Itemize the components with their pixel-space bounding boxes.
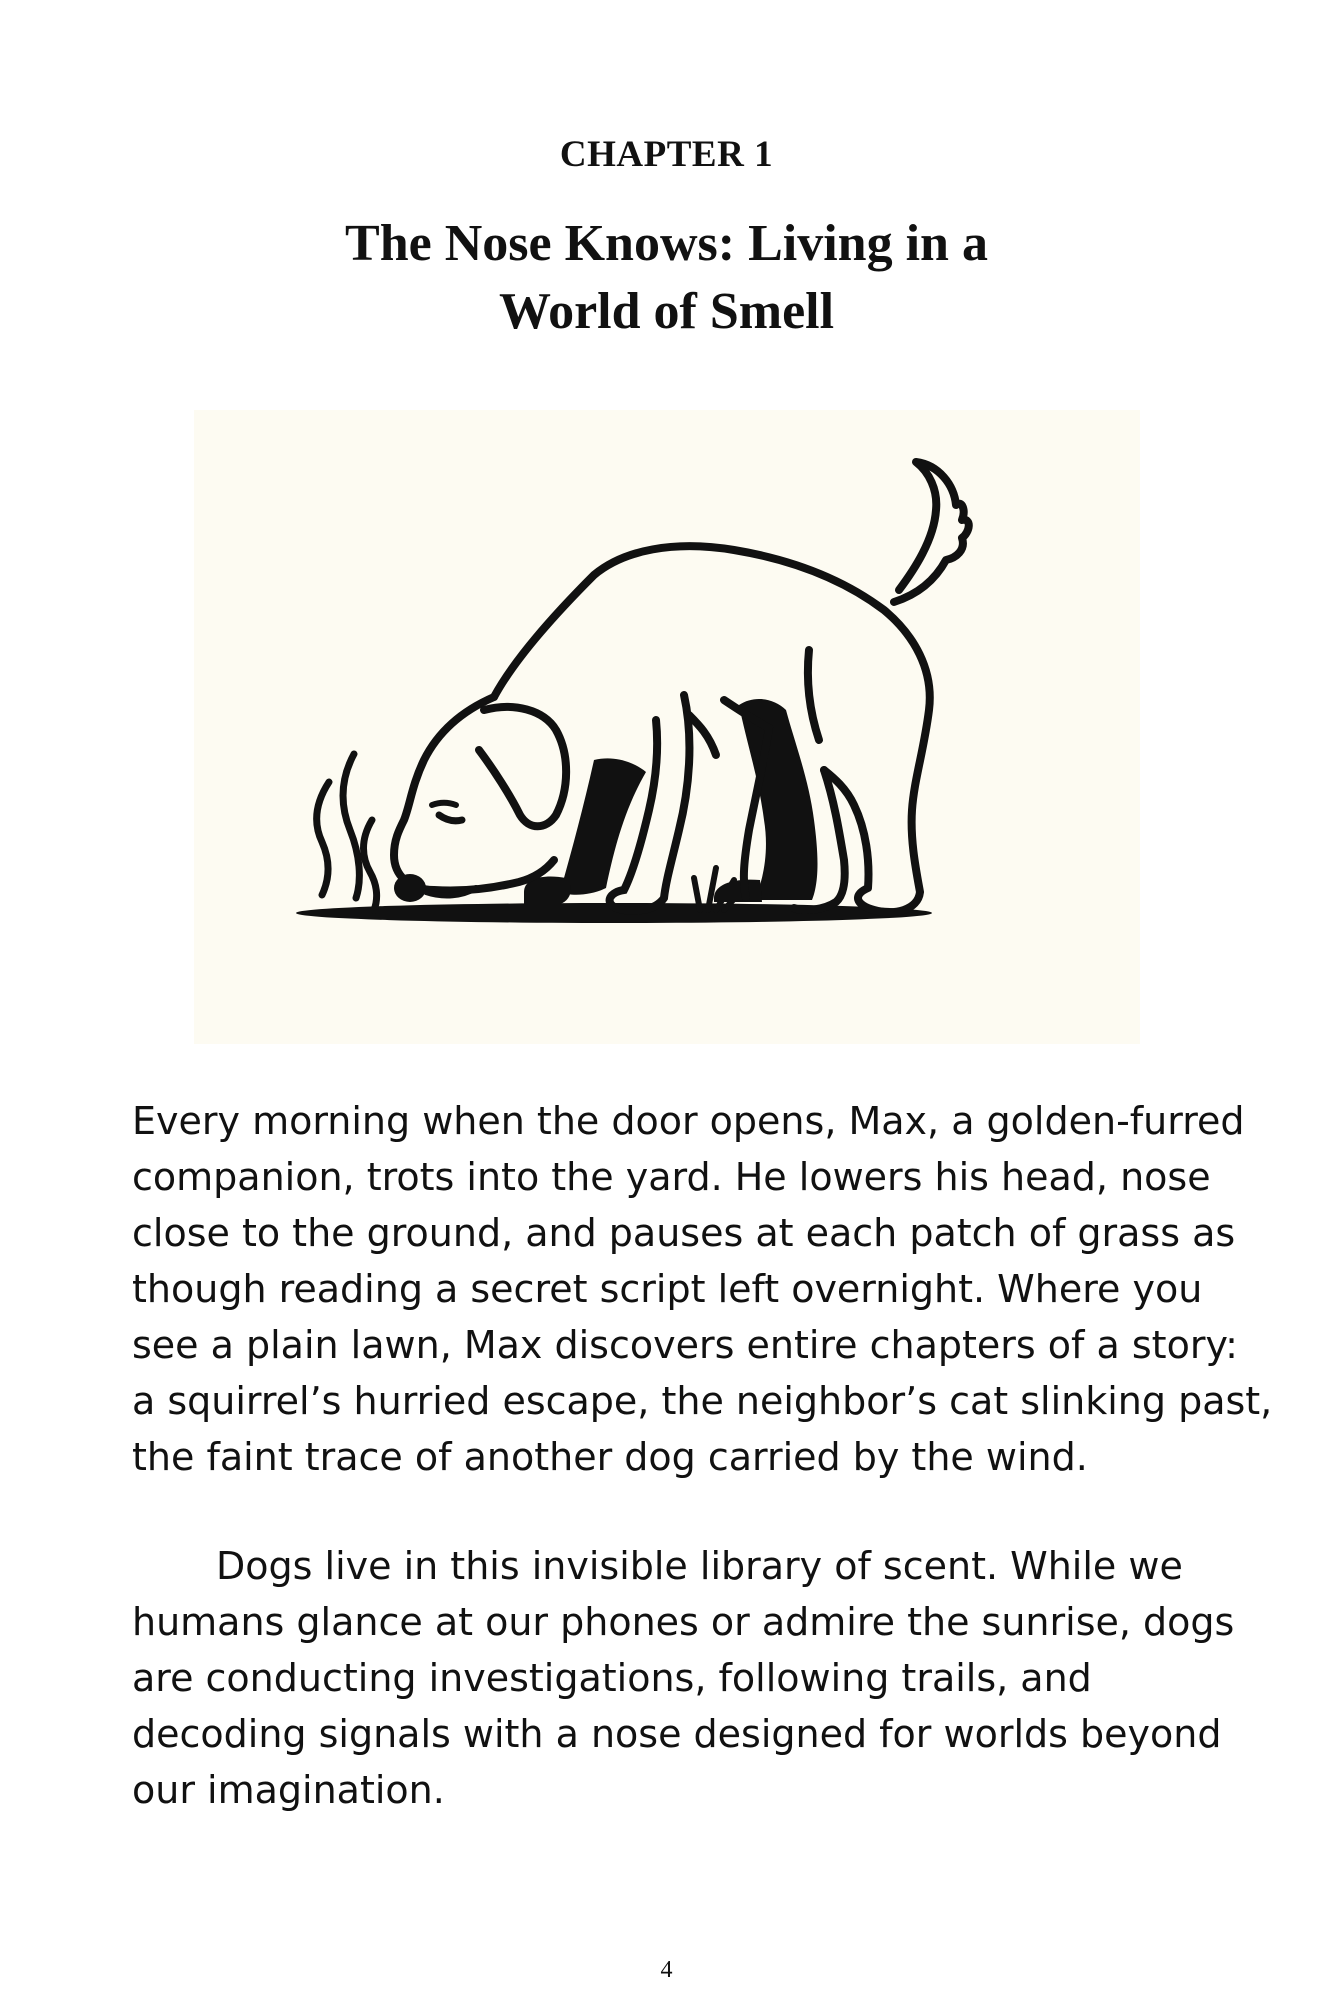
scent-wisp-icon <box>317 782 329 895</box>
paragraph-line: though reading a secret script left overnight. Where you <box>132 1267 1203 1311</box>
paragraph-line: Every morning when the door opens, Max, a golden-furred <box>132 1099 1245 1143</box>
chapter-title-line: The Nose Knows: Living in a <box>345 215 988 272</box>
paragraph-line: our imagination. <box>132 1768 445 1812</box>
paragraph-line: a squirrel’s hurried escape, the neighbor’s cat slinking past, <box>132 1379 1273 1423</box>
chapter-label: CHAPTER 1 <box>559 134 774 175</box>
paragraph-line: humans glance at our phones or admire the sunrise, dogs <box>132 1600 1235 1644</box>
paragraph-line: Dogs live in this invisible library of scent. While we <box>216 1544 1183 1588</box>
far-hind-leg <box>739 699 818 900</box>
paragraph-line: are conducting investigations, following trails, and <box>132 1656 1092 1700</box>
paragraph <box>132 1538 1235 1818</box>
page-number: 4 <box>660 1957 673 1983</box>
chapter-title <box>0 210 1333 346</box>
dog-nose <box>394 874 426 902</box>
dog-head-outline <box>394 697 554 891</box>
paragraph-line: the faint trace of another dog carried by the wind. <box>132 1435 1088 1479</box>
dog-brow <box>432 803 456 805</box>
chapter-title-line: World of Smell <box>498 283 835 340</box>
paragraph-line: decoding signals with a nose designed for worlds beyond <box>132 1712 1222 1756</box>
dog-eye <box>439 815 462 821</box>
belly-line <box>808 650 819 740</box>
dog-ear <box>479 707 566 826</box>
dog-sniffing-ground-icon <box>194 410 1140 1044</box>
dog-tail <box>894 462 969 602</box>
paragraph-line: companion, trots into the yard. He lowers his head, nose <box>132 1155 1211 1199</box>
paragraph-line: see a plain lawn, Max discovers entire chapters of a story: <box>132 1323 1238 1367</box>
scent-wisp-icon <box>343 754 359 898</box>
paragraph <box>132 1093 1273 1485</box>
scent-wisp-icon <box>364 820 377 910</box>
paragraph-line: close to the ground, and pauses at each patch of grass as <box>132 1211 1236 1255</box>
dog-illustration <box>194 410 1140 1044</box>
